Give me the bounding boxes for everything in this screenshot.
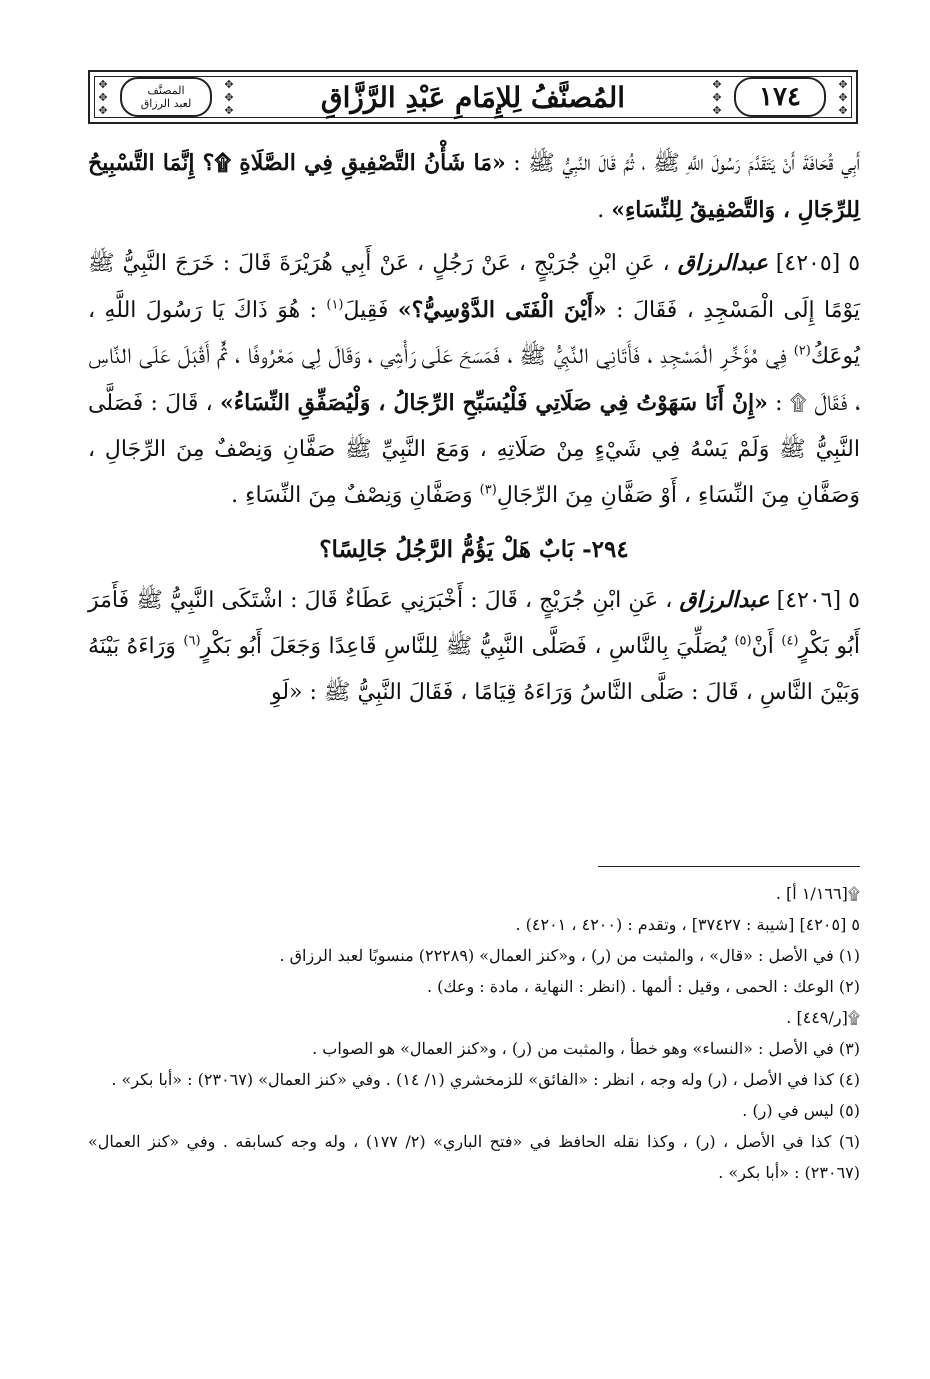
chapter-heading: ٢٩٤- بَابٌ هَلْ يَؤُمُّ الرَّجُلُ جَالِسًا؟ bbox=[319, 536, 629, 563]
footnote-marker-note: ۩[١/١٦٦ أ] . bbox=[775, 884, 860, 903]
footnote-ref: (٣) bbox=[479, 482, 497, 498]
footnote-ref: (٤) bbox=[781, 633, 799, 649]
para1-text: أَبِي قُحَافَةَ أَنْ يَتَقَدَّمَ رَسُولَ اللَّهِ ﷺ ، ثُمَّ قَالَ النَّبِيُّ ﷺ : bbox=[505, 151, 860, 176]
hadith-text: ، عَنِ ابْنِ جُرَيْجٍ ، عَنْ رَجُلٍ ، عَنْ أَبِي هُرَيْرَةَ قَالَ : خَرَجَ النَّبِيُّ ﷺ يَوْمًا إِلَى الْمَسْجِدِ ، فَقَالَ : bbox=[88, 251, 860, 323]
footnote-6: (٦) كذا في الأصل ، (ر) ، وكذا نقله الحافظ في «فتح الباري» (٢/ ١٧٧) ، وله وجه كسابقه . وفي «كنز العمال» (٢٣٠٦٧) : «أبا بكر» . bbox=[88, 1132, 861, 1182]
footnote-ref: (٥) bbox=[734, 633, 752, 649]
narrator-name: عبدالرزاق bbox=[677, 250, 768, 276]
header-ornament-right bbox=[830, 75, 856, 119]
hadith-number: ٥ [٤٢٠٥] bbox=[775, 251, 861, 276]
ornament-glyph: ✥ bbox=[838, 90, 848, 104]
footnote-2: (٢) الوعك : الحمى ، وقيل : ألمها . (انظر : النهاية ، مادة : وعك) . bbox=[427, 977, 860, 996]
footnote-5: (٥) ليس في (ر) . bbox=[742, 1101, 860, 1120]
hadith-text: فِي مُؤَخَّرِ الْمَسْجِدِ ، فَأَتَانِي النَّبِيُّ ﷺ ، فَمَسَحَ عَلَى رَأْسِي ، وَقَالَ لِي مَعْرُوفًا ، ثُمَّ أَقْبَلَ عَلَى النَّاسِ ، فَقَالَ ۩ : bbox=[88, 344, 861, 416]
footnote-ref: (١) bbox=[326, 297, 344, 313]
hadith-text: : هُوَ ذَاكَ يَا رَسُولَ اللَّهِ ، يُوعَكُ bbox=[88, 298, 860, 369]
hadith-text: ، قَالَ : فَصَلَّى النَّبِيُّ ﷺ وَلَمْ يَسْهُ فِي شَيْءٍ مِنْ صَلَاتِهِ ، وَمَعَ النَّبِيِّ ﷺ صَفَّانِ وَنِصْفٌ مِنَ الرِّجَالِ ، وَصَفَّانِ مِنَ النِّسَاءِ ، أَوْ صَفَّانِ مِنَ الرِّجَالِ bbox=[88, 391, 860, 508]
ornament-glyph: ✥ bbox=[838, 77, 848, 91]
seal-line-2: لعبد الرزاق bbox=[140, 97, 192, 110]
hadith-4206 bbox=[88, 577, 860, 716]
hadith-text: يُصَلِّيَ بِالنَّاسِ ، فَصَلَّى النَّبِيُّ ﷺ لِلنَّاسِ قَاعِدًا وَجَعَلَ أَبُو بَكْرٍ bbox=[200, 634, 735, 659]
header-ornament-mid-left bbox=[216, 75, 242, 119]
footnote-marker-note: ۩[ر/٤٤٩] . bbox=[786, 1008, 860, 1027]
ornament-glyph: ✥ bbox=[98, 103, 108, 117]
narrator-name: عبدالرزاق bbox=[679, 587, 770, 613]
ornament-glyph: ✥ bbox=[224, 90, 234, 104]
ornament-glyph: ✥ bbox=[224, 77, 234, 91]
book-seal bbox=[120, 77, 212, 117]
hadith-text: وَصَفَّانِ وَنِصْفٌ مِنَ النِّسَاءِ . bbox=[231, 483, 480, 508]
para1-end: . bbox=[597, 198, 612, 223]
continuation-paragraph bbox=[88, 140, 860, 234]
footnote-3: (٣) في الأصل : «النساء» وهو خطأ ، والمثبت من (ر) ، و«كنز العمال» هو الصواب . bbox=[312, 1039, 860, 1058]
prophet-quote: «مَا شَأْنُ التَّصْفِيقِ فِي الصَّلَاةِ ۩؟ إِنَّمَا التَّسْبِيحُ لِلرِّجَالِ ، وَالتَّصْفِيقُ لِلنِّسَاءِ» bbox=[88, 150, 860, 223]
page-header bbox=[88, 70, 858, 124]
footnote-ref: (٢) bbox=[793, 343, 811, 359]
page-number: ١٧٤ bbox=[734, 77, 826, 117]
header-ornament-mid-right bbox=[704, 75, 730, 119]
hadith-number: ٥ [٤٢٠٦] bbox=[776, 588, 860, 613]
hadith-text: ، عَنِ ابْنِ جُرَيْجٍ ، قَالَ : أَخْبَرَنِي عَطَاءٌ قَالَ : اشْتَكَى النَّبِيُّ ﷺ فَأَمَرَ أَبُو بَكْرٍ bbox=[88, 588, 860, 659]
ornament-glyph: ✥ bbox=[712, 77, 722, 91]
ornament-glyph: ✥ bbox=[712, 103, 722, 117]
running-title: المُصنَّفُ لِلإِمَامِ عَبْدِ الرَّزَّاقِ bbox=[320, 80, 626, 114]
hadith-text: أَنْ bbox=[751, 634, 782, 659]
footnote-separator bbox=[598, 866, 860, 867]
ornament-glyph: ✥ bbox=[712, 90, 722, 104]
main-text bbox=[88, 140, 860, 722]
hadith-4205 bbox=[88, 240, 860, 519]
footnotes bbox=[88, 878, 860, 1188]
ornament-glyph: ✥ bbox=[98, 90, 108, 104]
ornament-glyph: ✥ bbox=[98, 77, 108, 91]
seal-line-1: المصنَّف bbox=[147, 84, 185, 97]
ornament-glyph: ✥ bbox=[224, 103, 234, 117]
footnote-source-4205: ٥ [٤٢٠٥] [شيبة : ٣٧٤٢٧] ، وتقدم : (٤٢٠٠ ، ٤٢٠١) . bbox=[515, 915, 860, 934]
header-ornament-left bbox=[90, 75, 116, 119]
prophet-quote: «إِنْ أَنَا سَهَوْتُ فِي صَلَاتِي فَلْيُسَبِّحِ الرِّجَالُ ، وَلْيُصَفِّقِ النِّسَاءُ» bbox=[220, 390, 768, 416]
prophet-quote: «أَيْنَ الْفَتَى الدَّوْسِيُّ؟» bbox=[397, 297, 607, 323]
hadith-text: فَقِيلَ bbox=[343, 298, 398, 323]
footnote-4: (٤) كذا في الأصل ، (ر) وله وجه ، انظر : «الفائق» للزمخشري (١/ ١٤) . وفي «كنز العمال» (٢٣٠٦٧) : «أبا بكر» . bbox=[111, 1070, 860, 1089]
footnote-ref: (٦) bbox=[183, 633, 201, 649]
footnote-1: (١) في الأصل : «قال» ، والمثبت من (ر) ، و«كنز العمال» (٢٢٢٨٩) منسوبًا لعبد الرزاق . bbox=[279, 946, 860, 965]
ornament-glyph: ✥ bbox=[838, 103, 848, 117]
hadith-text: وَرَاءَهُ بَيْنَهُ وَبَيْنَ النَّاسِ ، قَالَ : صَلَّى النَّاسُ وَرَاءَهُ قِيَامًا ، فَقَالَ النَّبِيُّ ﷺ : «لَوِ bbox=[88, 634, 860, 705]
